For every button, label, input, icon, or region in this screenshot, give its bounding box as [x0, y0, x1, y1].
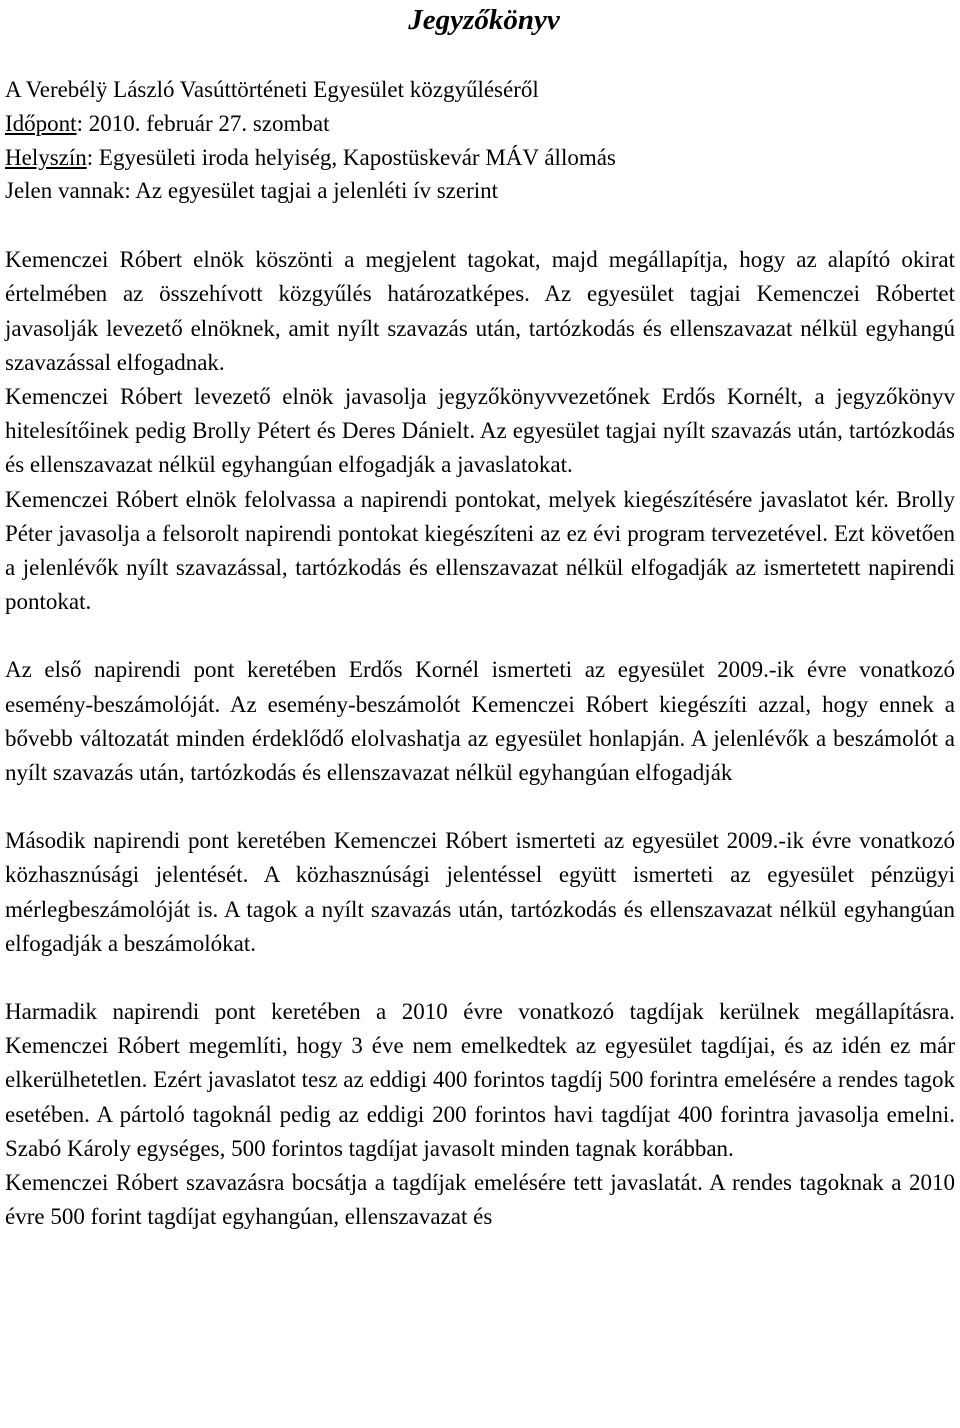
- paragraph-agenda-item-2: Második napirendi pont keretében Kemenczei Róbert ismerteti az egyesület 2009.-ik évre vonatkozó közhasznúsági jelentését. A közhasznúsági jelentéssel együtt ismerteti az egyesület pénzügyi mérlegbeszámolóját is. A tagok a nyílt szavazás után, tartózkodás és ellenszavazat nélkül egyhangúan elfogadják a beszámolókat.: [5, 828, 955, 956]
- date-value: : 2010. február 27. szombat: [76, 110, 330, 136]
- present-line: Jelen vannak: Az egyesület tagjai a jelenléti ív szerint: [5, 178, 499, 204]
- date-label: Időpont: [5, 110, 77, 136]
- paragraph-officers: Kemenczei Róbert levezető elnök javasolja jegyzőkönyvvezetőnek Erdős Kornélt, a jegyzőkönyv hitelesítőinek pedig Brolly Pétert és Deres Dánielt. Az egyesület tagjai nyílt szavazás után, tartózkodás és ellenszavazat nélkül egyhangúan elfogadják a javaslatokat.: [5, 384, 955, 478]
- document-title: Jegyzőkönyv: [408, 4, 560, 36]
- place-value: : Egyesületi iroda helyiség, Kapostüskevár MÁV állomás: [86, 144, 616, 170]
- paragraph-vote: Kemenczei Róbert szavazásra bocsátja a tagdíjak emelésére tett javaslatát. A rendes tagoknak a 2010 évre 500 forint tagdíjat egyhangúan, ellenszavazat és: [5, 1170, 955, 1230]
- document-page: [5, 0, 955, 1234]
- document-header: [5, 73, 955, 208]
- date-line: [5, 107, 955, 141]
- paragraph-agenda-item-3: Harmadik napirendi pont keretében a 2010 évre vonatkozó tagdíjak kerülnek megállapításra. Kemenczei Róbert megemlíti, hogy 3 éve nem emelkedtek az egyesület tagdíjai, és az idén ez már elkerülhetetlen. Ezért javaslatot tesz az eddigi 400 forintos tagdíj 500 forintra emelésére a rendes tagok esetében. A pártoló tagoknál pedig az eddigi 200 forintos havi tagdíjat 400 forintra javasolja emelni. Szabó Károly egységes, 500 forintos tagdíjat javasolt minden tagnak korábban.: [5, 999, 955, 1161]
- paragraph-gap: [5, 961, 955, 995]
- place-label: Helyszín: [5, 144, 87, 170]
- paragraph-opening: Kemenczei Róbert elnök köszönti a megjelent tagokat, majd megállapítja, hogy az alapító okirat értelmében az összehívott közgyűlés határozatképes. Az egyesület tagjai Kemenczei Róbertet javasolják levezető elnöknek, amit nyílt szavazás után, tartózkodás és ellenszavazat nélkül egyhangú szavazással elfogadnak.: [5, 247, 955, 375]
- paragraph-agenda: Kemenczei Róbert elnök felolvassa a napirendi pontokat, melyek kiegészítésére javaslatot kér. Brolly Péter javasolja a felsorolt napirendi pontokat kiegészíteni az ez évi program tervezetével. Ezt követően a jelenlévők nyílt szavazással, tartózkodás és ellenszavazat nélkül elfogadják az ismertetett napirendi pontokat.: [5, 486, 955, 615]
- association-line: A Verebélÿ László Vasúttörténeti Egyesület közgyűléséről: [5, 77, 539, 102]
- place-line: [5, 141, 955, 175]
- paragraph-agenda-item-1: Az első napirendi pont keretében Erdős Kornél ismerteti az egyesület 2009.-ik évre vonatkozó esemény-beszámolóját. Az esemény-beszámolót Kemenczei Róbert kiegészíti azzal, hogy ennek a bővebb változatát minden érdeklődő elolvashatja az egyesület honlapján. A jelenlévők a beszámolót a nyílt szavazás után, tartózkodás és ellenszavazat nélkül egyhangúan elfogadják: [5, 657, 955, 786]
- paragraph-gap: [5, 790, 955, 824]
- paragraph-gap: [5, 619, 955, 653]
